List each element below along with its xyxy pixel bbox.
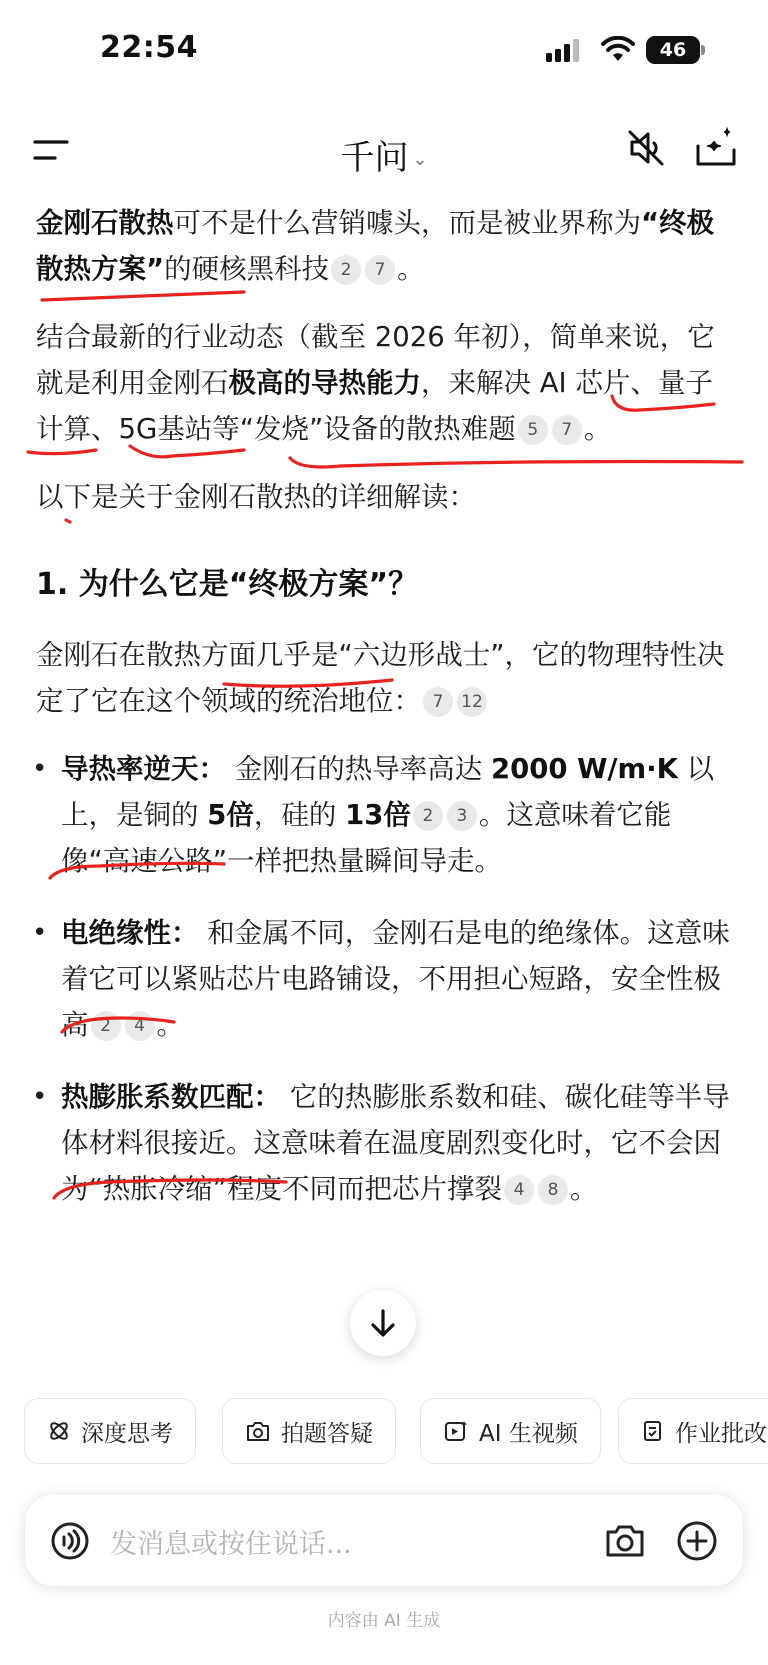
arrow-down-icon	[369, 1308, 397, 1338]
text-span: 金刚石的热导率高达	[226, 753, 491, 785]
bold-term: 金刚石散热	[36, 207, 174, 239]
citation-badge[interactable]: 12	[457, 687, 487, 717]
text-span: 它的热膨胀系数和硅、碳化硅等半导体材料很接近。这意味着在温度剧烈变化时，它不会因为“热胀冷缩”程度不同而把芯片撑裂	[61, 1081, 730, 1205]
text-span: 。	[583, 413, 612, 445]
chip-label: 作业批改	[675, 1420, 767, 1447]
list-item	[36, 1074, 736, 1212]
citation-badge[interactable]: 3	[447, 801, 477, 831]
bold-term: 5倍	[207, 799, 254, 831]
feature-list	[36, 746, 736, 1212]
wifi-icon	[600, 36, 636, 62]
text-span: 以上，是铜的	[61, 753, 715, 831]
text-span: 。	[156, 1009, 184, 1041]
scroll-to-bottom-button[interactable]	[350, 1290, 416, 1356]
deep-think-chip[interactable]	[24, 1398, 196, 1464]
camera-icon[interactable]	[604, 1522, 646, 1560]
text-span: 和金属不同，金刚石是电的绝缘体。这意味着它可以紧贴芯片电路铺设，不用担心短路，安全性极高	[61, 917, 730, 1041]
camera-question-chip[interactable]	[222, 1398, 396, 1464]
bold-term: “终极散热方案”	[36, 207, 715, 285]
chevron-down-icon: ⌄	[412, 149, 428, 170]
chip-label: 拍题答疑	[281, 1420, 373, 1447]
chat-answer	[36, 200, 736, 1238]
ai-video-icon	[443, 1419, 469, 1443]
chip-label: AI 生视频	[479, 1420, 578, 1447]
battery-cap	[701, 45, 705, 55]
text-span: 可不是什么营销噱头，而是被业界称为	[173, 207, 641, 239]
bold-term: 极高的导热能力	[228, 367, 421, 399]
cellular-signal-icon	[546, 38, 586, 62]
text-span: 的硬核黑科技	[164, 253, 330, 285]
text-span: ，来解决 AI 芯片、量子计算、5G基站等“发烧”设备的散热难题	[36, 367, 713, 445]
intro-paragraph-3: 以下是关于金刚石散热的详细解读：	[36, 481, 476, 513]
citation-badge[interactable]: 5	[518, 415, 548, 445]
ai-disclaimer: 内容由 AI 生成	[327, 1611, 441, 1631]
citation-badge[interactable]: 2	[91, 1011, 121, 1041]
text-span: 。这意味着它能像“高速公路”一样把热量瞬间导走。	[61, 799, 672, 877]
list-item	[36, 910, 736, 1048]
citation-badge[interactable]: 4	[504, 1175, 534, 1205]
citation-badge[interactable]: 8	[538, 1175, 568, 1205]
homework-icon	[641, 1419, 665, 1443]
citation-badge[interactable]: 7	[552, 415, 582, 445]
text-span: 。	[570, 1173, 598, 1205]
bullet-title: 导热率逆天：	[61, 753, 226, 785]
speaker-muted-icon[interactable]	[626, 128, 666, 168]
message-input[interactable]: 发消息或按住说话...	[110, 1529, 352, 1560]
add-icon[interactable]	[676, 1520, 718, 1562]
citation-badge[interactable]: 2	[331, 255, 361, 285]
bullet-title: 热膨胀系数匹配：	[61, 1081, 281, 1113]
chip-label: 深度思考	[81, 1420, 173, 1447]
voice-input-icon[interactable]	[50, 1521, 90, 1561]
text-span: 金刚石在散热方面几乎是“六边形战士”，它的物理特性决定了它在这个领域的统治地位：	[36, 639, 725, 717]
homework-chip[interactable]	[618, 1398, 768, 1464]
intro-paragraph-1	[36, 200, 736, 292]
ai-video-chip[interactable]	[420, 1398, 601, 1464]
app-title: 千问	[340, 138, 409, 178]
section-lead	[36, 632, 736, 724]
bold-term: 13倍	[345, 799, 411, 831]
deep-think-icon	[47, 1419, 71, 1443]
text-span: ，硅的	[253, 799, 346, 831]
text-span: 。	[397, 253, 425, 285]
citation-badge[interactable]: 2	[413, 801, 443, 831]
citation-badge[interactable]: 7	[365, 255, 395, 285]
citation-badge[interactable]: 4	[125, 1011, 155, 1041]
status-time: 22:54	[100, 30, 198, 65]
quick-actions	[24, 1398, 768, 1468]
camera-question-icon	[245, 1419, 271, 1443]
bold-term: 2000 W/m·K	[490, 753, 678, 785]
intro-paragraph-2	[36, 314, 736, 452]
text-span: 结合最新的行业动态（截至 2026 年初），简单来说，它就是利用金刚石	[36, 321, 715, 399]
battery-icon: 46	[646, 36, 700, 64]
new-chat-sparkle-icon[interactable]	[694, 126, 738, 168]
bullet-title: 电绝缘性：	[61, 917, 199, 949]
section-heading: 1. 为什么它是“终极方案”？	[36, 567, 419, 602]
citation-badge[interactable]: 7	[423, 687, 453, 717]
list-item	[36, 746, 736, 884]
